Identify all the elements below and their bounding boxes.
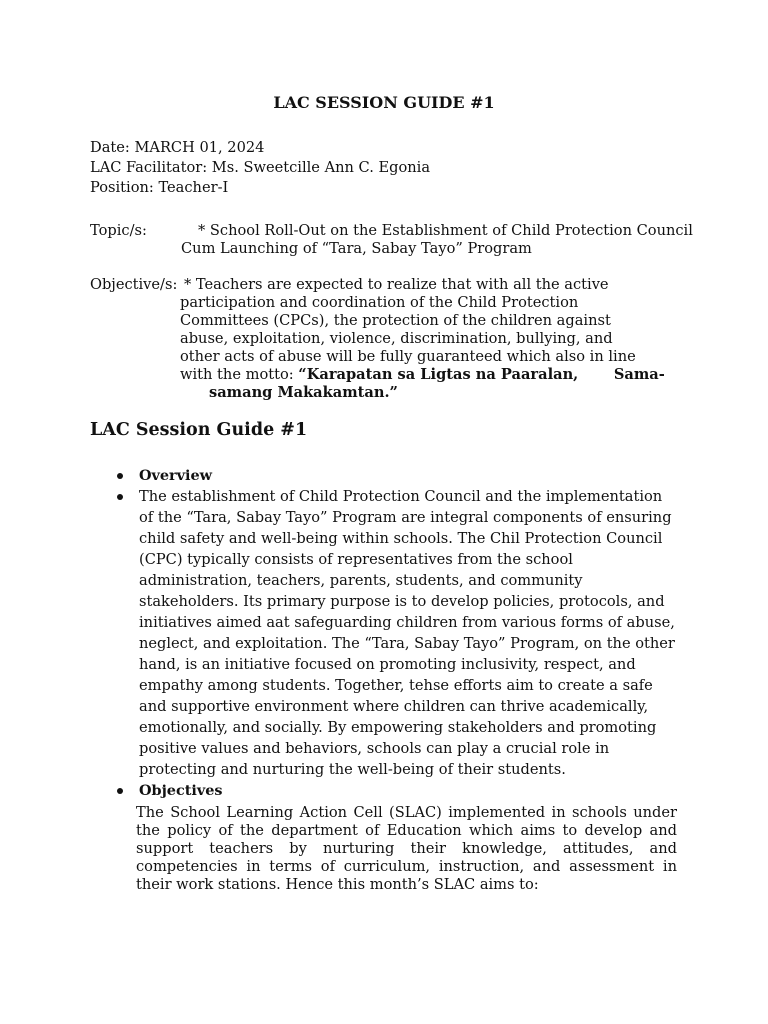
bullet-icon	[117, 788, 123, 794]
overview-line: (CPC) typically consists of representatives from the school	[139, 551, 573, 568]
objectives-heading: Objectives	[139, 782, 223, 799]
objective-line: participation and coordination of the Child Protection	[180, 294, 579, 311]
bullet-icon	[117, 494, 123, 500]
session-guide-list	[90, 465, 690, 801]
list-item-overview-body	[90, 486, 690, 780]
session-date: Date: MARCH 01, 2024	[90, 139, 265, 156]
objectives-paragraph: The School Learning Action Cell (SLAC) implemented in schools under the policy of the department of Education which aims to develop and support teachers by nurturing their knowledge, attitudes, and competencies in terms of curriculum, instruction, and assessment in their work stations. Hence this month’s SLAC aims to:	[136, 804, 677, 893]
list-item-overview-heading	[90, 465, 690, 486]
objective-content	[180, 276, 665, 402]
section-heading: LAC Session Guide #1	[90, 420, 308, 440]
list-item-objectives-heading	[90, 780, 690, 801]
bullet-icon	[117, 473, 123, 479]
session-position: Position: Teacher-I	[90, 179, 229, 196]
topic-line: Cum Launching of “Tara, Sabay Tayo” Program	[181, 240, 532, 257]
overview-line: empathy among students. Together, tehse efforts aim to create a safe	[139, 677, 653, 694]
overview-line: of the “Tara, Sabay Tayo” Program are integral components of ensuring	[139, 509, 672, 526]
overview-line: stakeholders. Its primary purpose is to develop policies, protocols, and	[139, 593, 665, 610]
objective-line: Committees (CPCs), the protection of the children against	[180, 312, 611, 329]
topic-content	[181, 222, 693, 258]
topic-line: * School Roll-Out on the Establishment of Child Protection Council	[198, 222, 693, 239]
objective-motto-line	[209, 384, 665, 402]
motto-text-end: samang Makakamtan.”	[209, 384, 398, 401]
session-meta	[90, 138, 430, 198]
document-title: LAC SESSION GUIDE #1	[273, 93, 495, 112]
topic-label: Topic/s:	[90, 222, 147, 239]
overview-line: The establishment of Child Protection Council and the implementation	[139, 488, 663, 505]
overview-line: neglect, and exploitation. The “Tara, Sabay Tayo” Program, on the other	[139, 635, 675, 652]
motto-text: “Karapatan sa Ligtas na Paaralan, Sama-	[298, 366, 665, 383]
objective-line: * Teachers are expected to realize that with all the active	[184, 276, 609, 293]
overview-line: initiatives aimed aat safeguarding children from various forms of abuse,	[139, 614, 675, 631]
objective-line: other acts of abuse will be fully guaranteed which also in line	[180, 348, 636, 365]
overview-line: positive values and behaviors, schools can play a crucial role in	[139, 740, 610, 757]
overview-line: hand, is an initiative focused on promoting inclusivity, respect, and	[139, 656, 636, 673]
overview-heading: Overview	[139, 467, 213, 484]
objective-motto-line	[180, 366, 665, 384]
overview-line: protecting and nurturing the well-being of their students.	[139, 761, 566, 778]
overview-line: and supportive environment where children can thrive academically,	[139, 698, 649, 715]
session-facilitator: LAC Facilitator: Ms. Sweetcille Ann C. Egonia	[90, 159, 431, 176]
overview-line: child safety and well-being within schools. The Chil Protection Council	[139, 530, 663, 547]
overview-line: administration, teachers, parents, students, and community	[139, 572, 583, 589]
overview-line: emotionally, and socially. By empowering stakeholders and promoting	[139, 719, 657, 736]
objective-line: abuse, exploitation, violence, discrimination, bullying, and	[180, 330, 613, 347]
objective-label: Objective/s:	[90, 276, 178, 293]
motto-prefix: with the motto:	[180, 366, 299, 383]
